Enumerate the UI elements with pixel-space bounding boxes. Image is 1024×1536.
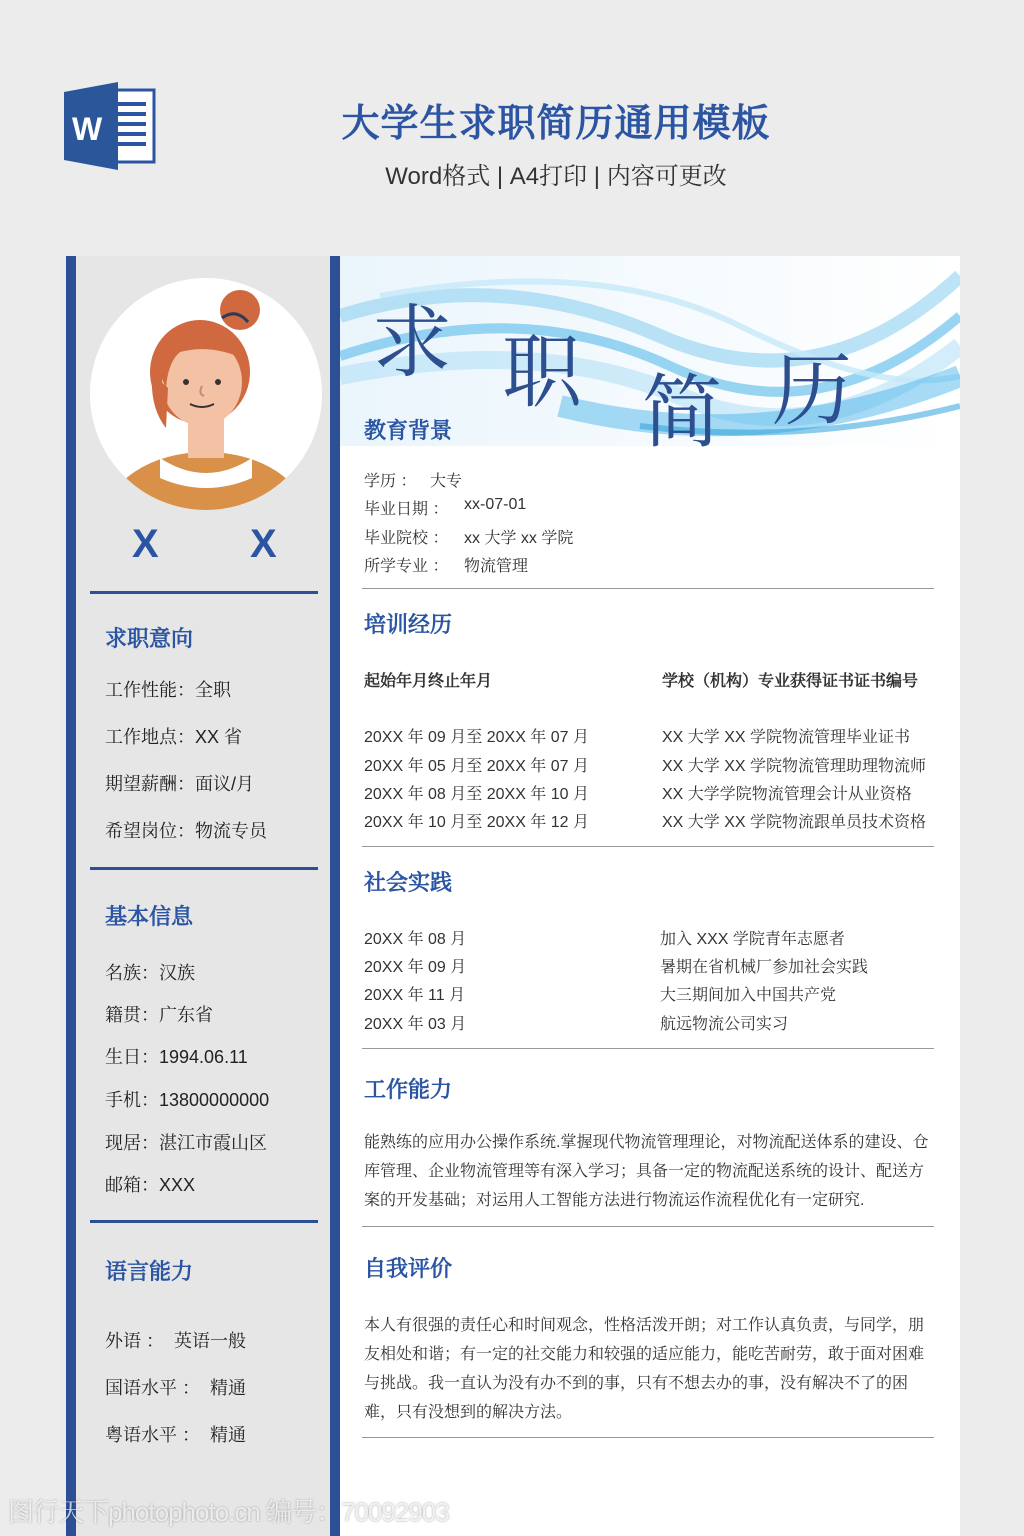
basic-info-item: 邮箱：XXX <box>105 1175 196 1195</box>
training-detail: XX 大学 XX 学院物流跟单员技术资格 <box>662 814 927 831</box>
training-detail: XX 大学 XX 学院物流管理助理物流师 <box>662 758 927 775</box>
name-char-2: X <box>250 522 277 566</box>
education-label: 毕业院校 ： <box>364 530 449 547</box>
intent-heading: 求职意向 <box>105 626 194 651</box>
intent-item: 工作地点：XX 省 <box>105 727 243 747</box>
intent-item: 工作性能：全职 <box>105 680 231 700</box>
practice-detail: 加入 XXX 学院青年志愿者 <box>660 931 845 948</box>
practice-heading: 社会实践 <box>364 870 453 895</box>
training-period: 20XX 年 08 月至 20XX 年 10 月 <box>364 786 589 803</box>
banner-char: 职 <box>502 326 582 419</box>
section-divider <box>362 588 934 589</box>
basic-info-item: 籍贯：广东省 <box>105 1005 213 1025</box>
ability-text: 能熟练的应用办公操作系统.掌握现代物流管理理论，对物流配送体系的建设、仓库管理、企业物流管理等有深入学习；具备一定的物流配送系统的设计、配送方案的开发基础；对运用人工智能方法进行物流运作流程优化有一定研究. <box>364 1134 929 1209</box>
education-label: 所学专业 ： <box>364 558 449 575</box>
practice-detail: 大三期间加入中国共产党 <box>660 987 837 1004</box>
education-heading: 教育背景 <box>364 418 453 443</box>
section-divider <box>362 846 934 847</box>
education-value: 物流管理 <box>464 558 529 575</box>
basic-info-heading: 基本信息 <box>105 904 194 929</box>
education-value: xx 大学 xx 学院 <box>464 530 574 547</box>
intent-item: 期望薪酬：面议/月 <box>105 774 255 794</box>
section-divider <box>362 1437 934 1438</box>
section-divider <box>362 1226 934 1227</box>
training-period: 20XX 年 10 月至 20XX 年 12 月 <box>364 814 589 831</box>
language-heading: 语言能力 <box>105 1259 194 1284</box>
practice-date: 20XX 年 03 月 <box>364 1016 467 1033</box>
basic-info-item: 名族：汉族 <box>105 963 195 983</box>
education-value: xx-07-01 <box>464 496 527 513</box>
practice-date: 20XX 年 08 月 <box>364 931 467 948</box>
education-label: 毕业日期 ： <box>364 501 449 518</box>
svg-text:W: W <box>72 111 103 147</box>
basic-info-item: 现居：湛江市霞山区 <box>105 1133 267 1153</box>
practice-date: 20XX 年 11 月 <box>364 987 466 1004</box>
language-item: 外语 ： 英语一般 <box>105 1331 247 1351</box>
sidebar-left-bar <box>66 256 76 1536</box>
training-col-right: 学校（机构）专业获得证书证书编号 <box>662 673 919 690</box>
language-item: 国语水平 ： 精通 <box>105 1378 247 1398</box>
banner-char: 简 <box>642 366 722 459</box>
self-eval-text: 本人有很强的责任心和时间观念，性格活泼开朗；对工作认真负责，与同学，朋友相处和谐；有一定的社交能力和较强的适应能力，能吃苦耐劳，敢于面对困难与挑战。我一直认为没有办不到的事，只有不想去办的事，没有解决不了的困难，只有没想到的解决方法。 <box>364 1317 925 1421</box>
training-detail: XX 大学学院物流管理会计从业资格 <box>662 786 912 803</box>
sidebar-divider <box>90 591 318 594</box>
training-detail: XX 大学 XX 学院物流管理毕业证书 <box>662 729 911 746</box>
practice-detail: 航远物流公司实习 <box>660 1016 789 1033</box>
basic-info-item: 手机：13800000000 <box>105 1090 270 1110</box>
training-period: 20XX 年 05 月至 20XX 年 07 月 <box>364 758 589 775</box>
self-eval-heading: 自我评价 <box>364 1256 453 1281</box>
sidebar-divider <box>90 867 318 870</box>
banner-char: 历 <box>772 344 852 437</box>
education-value: 大专 <box>430 473 463 490</box>
training-heading: 培训经历 <box>364 612 453 637</box>
basic-info-item: 生日：1994.06.11 <box>105 1047 248 1067</box>
sidebar-divider <box>90 1220 318 1223</box>
avatar <box>90 278 322 510</box>
intent-item: 希望岗位：物流专员 <box>105 821 267 841</box>
education-label: 学历 ： <box>364 473 417 490</box>
practice-detail: 暑期在省机械厂参加社会实践 <box>660 959 869 976</box>
sidebar-right-bar <box>330 256 340 1536</box>
training-period: 20XX 年 09 月至 20XX 年 07 月 <box>364 729 589 746</box>
name-char-1: X <box>132 522 159 566</box>
section-divider <box>362 1048 934 1049</box>
practice-date: 20XX 年 09 月 <box>364 959 467 976</box>
ability-heading: 工作能力 <box>364 1077 453 1102</box>
page-subtitle: Word格式 | A4打印 | 内容可更改 <box>385 163 727 190</box>
training-col-left: 起始年月终止年月 <box>364 673 493 690</box>
banner-char: 求 <box>372 296 452 389</box>
language-item: 粤语水平 ： 精通 <box>105 1425 247 1445</box>
watermark: 图行天下photophoto.cn 编号：70092903 <box>8 1497 449 1527</box>
page-title: 大学生求职简历通用模板 <box>341 103 771 145</box>
